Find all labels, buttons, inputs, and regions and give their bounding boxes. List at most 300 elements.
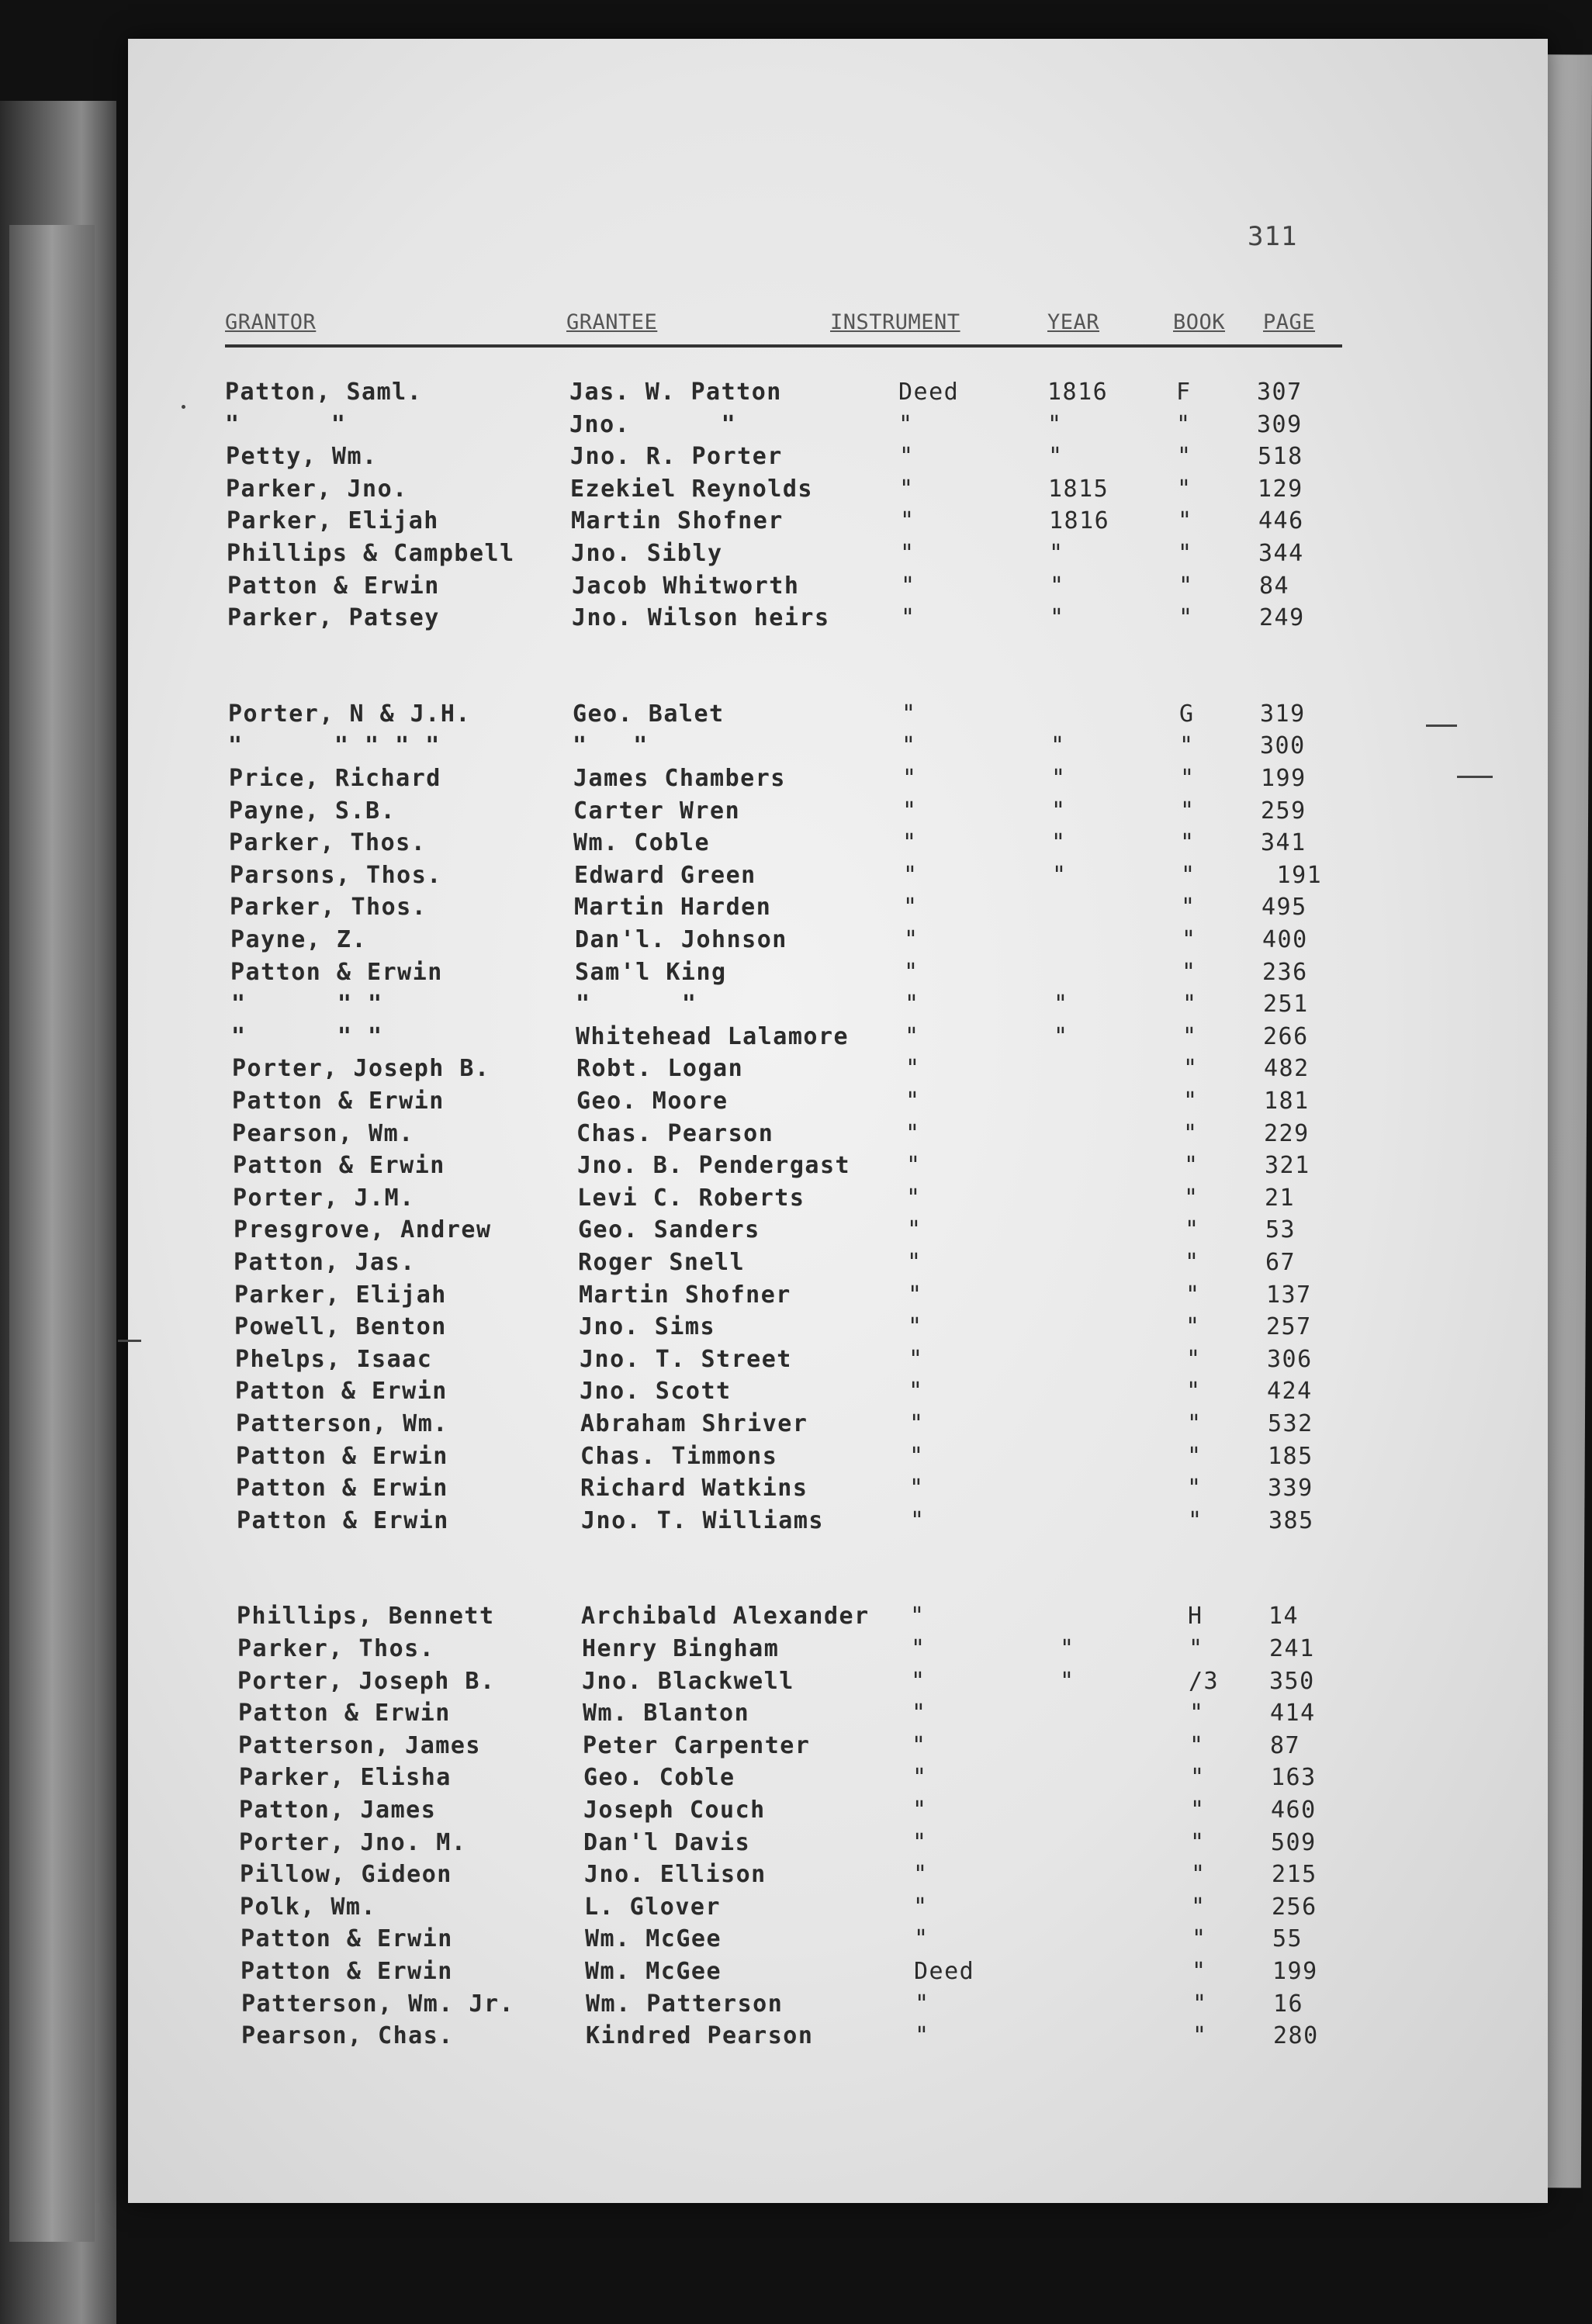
instrument-cell: ": [902, 700, 917, 728]
book-cell: ": [1185, 1281, 1201, 1309]
book-cell: ": [1191, 1893, 1206, 1921]
page-cell: 199: [1261, 765, 1306, 792]
grantee-cell: Chas. Pearson: [576, 1120, 774, 1147]
table-row: [236, 1410, 1576, 1441]
instrument-cell: ": [912, 1732, 927, 1759]
year-cell: ": [1051, 797, 1067, 825]
grantor-cell: Porter, N & J.H.: [228, 700, 471, 728]
instrument-cell: ": [905, 991, 920, 1018]
page-cell: 249: [1259, 604, 1305, 631]
grantor-cell: Parker, Thos.: [229, 829, 427, 856]
grantee-cell: Jno. Scott: [580, 1378, 732, 1405]
book-cell: ": [1189, 1700, 1205, 1727]
header-instrument: INSTRUMENT: [830, 310, 960, 334]
table-row: [241, 1958, 1576, 1989]
page-cell: 16: [1273, 1990, 1304, 2018]
grantee-cell: Carter Wren: [573, 797, 741, 825]
grantor-cell: Presgrove, Andrew: [234, 1216, 492, 1243]
book-cell: ": [1189, 1635, 1204, 1662]
year-cell: ": [1050, 604, 1065, 631]
book-cell: ": [1178, 540, 1193, 567]
page-cell: 241: [1269, 1635, 1315, 1662]
table-row: [227, 572, 1576, 603]
table-row: [228, 732, 1576, 763]
table-row: [235, 1378, 1576, 1409]
grantee-cell: Robt. Logan: [576, 1055, 744, 1082]
grantor-cell: Pearson, Wm.: [232, 1120, 414, 1147]
instrument-cell: ": [914, 1925, 929, 1952]
page-number: 311: [1248, 221, 1298, 252]
header-year: YEAR: [1047, 310, 1100, 334]
page-cell: 185: [1268, 1443, 1313, 1470]
table-row: [232, 1055, 1576, 1086]
instrument-cell: ": [900, 507, 915, 534]
book-cell: ": [1192, 1958, 1207, 1985]
book-cell: ": [1183, 1088, 1199, 1115]
page-cell: 350: [1269, 1668, 1315, 1695]
table-row: [229, 797, 1576, 828]
page-cell: 400: [1262, 926, 1308, 953]
year-cell: ": [1050, 732, 1066, 759]
page-cell: 215: [1272, 1861, 1317, 1888]
grantee-cell: Dan'l. Johnson: [575, 926, 787, 953]
book-cell: ": [1183, 1055, 1199, 1082]
page-cell: 181: [1264, 1088, 1310, 1115]
grantor-cell: Porter, Jno. M.: [239, 1829, 467, 1856]
instrument-cell: ": [904, 926, 919, 953]
instrument-cell: ": [902, 797, 918, 825]
grantor-cell: Patton, Jas.: [234, 1249, 416, 1276]
page-cell: 306: [1267, 1346, 1313, 1373]
grantee-cell: Jno. Sims: [579, 1313, 716, 1340]
instrument-cell: ": [902, 765, 918, 792]
instrument-cell: ": [899, 443, 915, 470]
table-row: [239, 1764, 1576, 1795]
instrument-cell: ": [915, 2022, 930, 2049]
instrument-cell: ": [909, 1443, 925, 1470]
grantee-cell: " ": [573, 732, 649, 759]
grantee-cell: Wm. Patterson: [586, 1990, 784, 2018]
grantor-cell: Patton, Saml.: [225, 379, 423, 406]
table-row: [241, 1990, 1576, 2021]
header-page: PAGE: [1263, 310, 1316, 334]
table-row: [241, 1925, 1576, 1956]
page-cell: 21: [1265, 1184, 1296, 1212]
grantor-cell: Porter, Joseph B.: [237, 1668, 496, 1695]
year-cell: 1816: [1049, 507, 1110, 534]
page-cell: 495: [1261, 894, 1307, 921]
grantor-cell: Patton & Erwin: [235, 1378, 448, 1405]
table-row: [227, 604, 1576, 635]
grantee-cell: Henry Bingham: [582, 1635, 780, 1662]
year-cell: ": [1047, 411, 1063, 438]
page-cell: 385: [1268, 1507, 1314, 1534]
grantee-cell: Martin Shofner: [571, 507, 784, 534]
page-cell: 87: [1270, 1732, 1301, 1759]
instrument-cell: ": [912, 1829, 928, 1856]
grantor-cell: Parker, Elijah: [227, 507, 439, 534]
book-cell: ": [1186, 1378, 1202, 1405]
adjacent-page-edge: [0, 101, 116, 2324]
book-cell: ": [1182, 926, 1197, 953]
grantee-cell: Jno. Blackwell: [582, 1668, 794, 1695]
grantee-cell: Jas. W. Patton: [569, 379, 782, 406]
page-cell: 251: [1263, 991, 1309, 1018]
instrument-cell: ": [907, 1249, 922, 1276]
instrument-cell: ": [910, 1507, 926, 1534]
grantee-cell: Jno. R. Porter: [570, 443, 783, 470]
header-grantor: GRANTOR: [225, 310, 317, 334]
book-cell: ": [1185, 1313, 1201, 1340]
table-row: [230, 926, 1576, 957]
grantor-cell: Phelps, Isaac: [235, 1346, 433, 1373]
table-row: [229, 765, 1576, 796]
grantor-cell: Patton & Erwin: [236, 1443, 448, 1470]
instrument-cell: ": [908, 1281, 923, 1309]
page-cell: 482: [1264, 1055, 1310, 1082]
book-cell: ": [1180, 765, 1196, 792]
page-cell: 424: [1267, 1378, 1313, 1405]
page-cell: 341: [1261, 829, 1306, 856]
grantor-cell: Patton & Erwin: [227, 572, 440, 600]
instrument-cell: ": [909, 1410, 925, 1437]
instrument-cell: ": [915, 1990, 930, 2018]
grantor-cell: Patton & Erwin: [232, 1088, 445, 1115]
book-cell: F: [1176, 379, 1192, 406]
grantee-cell: Jno. B. Pendergast: [577, 1152, 851, 1179]
page-cell: 14: [1268, 1603, 1300, 1630]
table-row: [227, 507, 1576, 538]
book-cell: G: [1179, 700, 1195, 728]
instrument-cell: ": [898, 411, 914, 438]
header-rule: [225, 344, 1342, 348]
page-cell: 518: [1258, 443, 1303, 470]
page-cell: 84: [1259, 572, 1290, 600]
table-row: [225, 411, 1576, 442]
table-row: [230, 862, 1576, 893]
book-cell: ": [1179, 732, 1195, 759]
instrument-cell: ": [909, 1475, 925, 1502]
page-cell: 55: [1272, 1925, 1303, 1952]
grantee-cell: Peter Carpenter: [583, 1732, 811, 1759]
page-cell: 460: [1271, 1797, 1317, 1824]
instrument-cell: ": [903, 862, 919, 889]
book-cell: ": [1180, 797, 1196, 825]
book-cell: ": [1177, 476, 1192, 503]
book-cell: ": [1180, 829, 1196, 856]
grantee-cell: Martin Shofner: [579, 1281, 791, 1309]
page-cell: 446: [1258, 507, 1304, 534]
grantee-cell: Richard Watkins: [580, 1475, 808, 1502]
instrument-cell: ": [905, 1055, 921, 1082]
instrument-cell: ": [908, 1313, 923, 1340]
table-row: [234, 1281, 1576, 1312]
grantor-cell: Powell, Benton: [234, 1313, 447, 1340]
page-cell: 199: [1272, 1958, 1318, 1985]
table-row: [228, 700, 1576, 731]
year-cell: ": [1048, 443, 1064, 470]
grantor-cell: Parker, Thos.: [230, 894, 427, 921]
page-cell: 319: [1260, 700, 1306, 728]
table-row: [239, 1829, 1576, 1860]
grantor-cell: " " ": [231, 1023, 383, 1050]
grantee-cell: Ezekiel Reynolds: [570, 476, 813, 503]
grantee-cell: Edward Green: [574, 862, 756, 889]
instrument-cell: ": [908, 1346, 924, 1373]
instrument-cell: ": [906, 1152, 922, 1179]
book-cell: ": [1189, 1732, 1205, 1759]
table-row: [233, 1152, 1576, 1183]
year-cell: ": [1060, 1668, 1075, 1695]
instrument-cell: ": [900, 540, 915, 567]
book-cell: ": [1181, 894, 1196, 921]
stray-mark: [1426, 725, 1457, 727]
book-cell: ": [1177, 443, 1192, 470]
table-row: [232, 1120, 1576, 1151]
book-cell: ": [1181, 862, 1196, 889]
page-cell: 163: [1271, 1764, 1317, 1791]
stray-mark: [1457, 776, 1493, 778]
page-cell: 137: [1266, 1281, 1312, 1309]
grantor-cell: Patton, James: [239, 1797, 437, 1824]
grantee-cell: Chas. Timmons: [580, 1443, 778, 1470]
page-cell: 191: [1261, 862, 1323, 889]
book-cell: ": [1187, 1443, 1203, 1470]
grantee-cell: L. Glover: [584, 1893, 722, 1921]
instrument-cell: ": [903, 894, 919, 921]
stray-mark: [182, 405, 185, 409]
grantor-cell: Polk, Wm.: [240, 1893, 377, 1921]
page-cell: 259: [1261, 797, 1306, 825]
grantor-cell: Patton & Erwin: [241, 1925, 453, 1952]
table-row: [227, 540, 1576, 571]
instrument-cell: ": [912, 1797, 928, 1824]
grantor-cell: " ": [225, 411, 347, 438]
table-row: [231, 991, 1576, 1022]
book-cell: ": [1190, 1764, 1206, 1791]
grantor-cell: " " ": [231, 991, 383, 1018]
book-cell: ": [1191, 1861, 1206, 1888]
year-cell: ": [1051, 829, 1067, 856]
grantee-cell: James Chambers: [573, 765, 786, 792]
instrument-cell: ": [911, 1668, 926, 1695]
page-cell: 300: [1260, 732, 1306, 759]
year-cell: 1816: [1047, 379, 1109, 406]
grantee-cell: Jno. T. Street: [580, 1346, 792, 1373]
grantee-cell: Jno. T. Williams: [581, 1507, 824, 1534]
book-cell: ": [1190, 1829, 1206, 1856]
year-cell: ": [1049, 540, 1064, 567]
instrument-cell: Deed: [898, 379, 960, 406]
grantor-cell: Patton & Erwin: [233, 1152, 445, 1179]
grantor-cell: Petty, Wm.: [226, 443, 378, 470]
grantee-cell: Jno. Sibly: [571, 540, 723, 567]
year-cell: ": [1054, 991, 1069, 1018]
instrument-cell: ": [913, 1861, 929, 1888]
book-cell: ": [1187, 1410, 1203, 1437]
table-row: [240, 1893, 1576, 1925]
page-cell: 257: [1266, 1313, 1312, 1340]
grantee-cell: Geo. Coble: [583, 1764, 735, 1791]
grantee-cell: Geo. Sanders: [578, 1216, 760, 1243]
page-cell: 53: [1265, 1216, 1296, 1243]
book-cell: ": [1192, 1990, 1208, 2018]
grantee-cell: Wm. McGee: [585, 1925, 722, 1952]
year-cell: ": [1060, 1635, 1075, 1662]
book-cell: ": [1192, 2022, 1208, 2049]
grantee-cell: Wm. Coble: [573, 829, 711, 856]
page-cell: 129: [1258, 476, 1303, 503]
instrument-cell: Deed: [914, 1958, 975, 1985]
table-row: [234, 1313, 1576, 1344]
grantor-cell: Patterson, James: [238, 1732, 481, 1759]
grantee-cell: " ": [576, 991, 697, 1018]
book-cell: ": [1185, 1216, 1200, 1243]
book-cell: ": [1183, 1120, 1199, 1147]
table-row: [226, 443, 1576, 474]
grantor-cell: Patterson, Wm. Jr.: [241, 1990, 515, 2018]
page-cell: 256: [1272, 1893, 1317, 1921]
year-cell: ": [1050, 572, 1065, 600]
page-cell: 344: [1258, 540, 1304, 567]
grantee-cell: Archibald Alexander: [581, 1603, 870, 1630]
instrument-cell: ": [912, 1700, 927, 1727]
year-cell: ": [1052, 862, 1068, 889]
grantor-cell: Pillow, Gideon: [240, 1861, 452, 1888]
book-cell: ": [1178, 604, 1194, 631]
grantor-cell: Payne, Z.: [230, 926, 368, 953]
grantee-cell: Sam'l King: [575, 959, 727, 986]
book-cell: ": [1176, 411, 1192, 438]
page-cell: 321: [1265, 1152, 1310, 1179]
grantee-cell: Jno. ": [569, 411, 737, 438]
instrument-cell: ": [902, 829, 918, 856]
grantor-cell: Patton & Erwin: [241, 1958, 453, 1985]
book-cell: ": [1182, 991, 1198, 1018]
page-cell: 266: [1263, 1023, 1309, 1050]
table-row: [237, 1668, 1576, 1699]
grantee-cell: Wm. McGee: [585, 1958, 722, 1985]
book-cell: ": [1184, 1184, 1199, 1212]
book-cell: /3: [1189, 1668, 1220, 1695]
table-row: [231, 1023, 1576, 1054]
book-cell: ": [1192, 1925, 1207, 1952]
table-row: [241, 2022, 1576, 2053]
book-cell: ": [1190, 1797, 1206, 1824]
instrument-cell: ": [905, 1023, 920, 1050]
page-cell: 307: [1257, 379, 1303, 406]
table-row: [234, 1249, 1576, 1280]
table-row: [238, 1700, 1576, 1731]
table-row: [237, 1635, 1576, 1666]
grantor-cell: Parsons, Thos.: [230, 862, 442, 889]
book-cell: ": [1186, 1346, 1202, 1373]
table-row: [233, 1184, 1576, 1216]
table-row: [239, 1797, 1576, 1828]
table-row: [232, 1088, 1576, 1119]
grantor-cell: Phillips, Bennett: [237, 1603, 495, 1630]
grantee-cell: Martin Harden: [574, 894, 772, 921]
instrument-cell: ": [913, 1893, 929, 1921]
grantor-cell: Porter, Joseph B.: [232, 1055, 490, 1082]
year-cell: 1815: [1048, 476, 1109, 503]
grantor-cell: Patterson, Wm.: [236, 1410, 448, 1437]
book-cell: ": [1187, 1475, 1203, 1502]
grantor-cell: Patton & Erwin: [236, 1475, 448, 1502]
table-row: [226, 476, 1576, 507]
header-book: BOOK: [1173, 310, 1226, 334]
grantee-cell: Whitehead Lalamore: [576, 1023, 850, 1050]
grantor-cell: Phillips & Campbell: [227, 540, 515, 567]
page-cell: 309: [1257, 411, 1303, 438]
grantor-cell: Parker, Elijah: [234, 1281, 447, 1309]
grantee-cell: Jno. Wilson heirs: [572, 604, 830, 631]
stray-mark: [118, 1340, 141, 1342]
instrument-cell: ": [899, 476, 915, 503]
book-cell: ": [1178, 572, 1194, 600]
table-row: [236, 1475, 1576, 1506]
instrument-cell: ": [912, 1764, 928, 1791]
page-cell: 509: [1271, 1829, 1317, 1856]
page-cell: 414: [1270, 1700, 1316, 1727]
table-row: [229, 829, 1576, 860]
table-row: [234, 1216, 1576, 1247]
grantor-cell: Patton & Erwin: [230, 959, 443, 986]
table-row: [238, 1732, 1576, 1763]
grantee-cell: Dan'l Davis: [583, 1829, 751, 1856]
page-cell: 339: [1268, 1475, 1313, 1502]
grantor-cell: Patton & Erwin: [238, 1700, 451, 1727]
book-cell: ": [1184, 1152, 1199, 1179]
grantor-cell: Parker, Patsey: [227, 604, 440, 631]
grantor-cell: Parker, Thos.: [237, 1635, 435, 1662]
instrument-cell: ": [905, 1120, 921, 1147]
instrument-cell: ": [906, 1184, 922, 1212]
grantor-cell: Parker, Jno.: [226, 476, 408, 503]
book-cell: ": [1185, 1249, 1200, 1276]
book-cell: H: [1188, 1603, 1203, 1630]
table-row: [240, 1861, 1576, 1892]
page-cell: 280: [1273, 2022, 1319, 2049]
instrument-cell: ": [907, 1216, 922, 1243]
book-cell: ": [1188, 1507, 1203, 1534]
instrument-cell: ": [902, 732, 917, 759]
table-row: [225, 379, 1576, 410]
table-row: [237, 1603, 1576, 1634]
grantee-cell: Levi C. Roberts: [577, 1184, 805, 1212]
page-cell: 67: [1265, 1249, 1296, 1276]
table-row: [237, 1507, 1576, 1538]
grantor-cell: Pearson, Chas.: [241, 2022, 454, 2049]
adjacent-page-text-area: [9, 225, 95, 2242]
table-row: [230, 959, 1576, 990]
instrument-cell: ": [905, 1088, 921, 1115]
page-cell: 532: [1268, 1410, 1313, 1437]
table-row: [230, 894, 1576, 925]
grantee-cell: Geo. Moore: [576, 1088, 729, 1115]
grantee-cell: Kindred Pearson: [586, 2022, 814, 2049]
book-cell: ": [1178, 507, 1193, 534]
grantee-cell: Wm. Blanton: [583, 1700, 750, 1727]
grantee-cell: Jacob Whitworth: [572, 572, 800, 600]
instrument-cell: ": [911, 1635, 926, 1662]
instrument-cell: ": [910, 1603, 926, 1630]
grantee-cell: Jno. Ellison: [584, 1861, 767, 1888]
instrument-cell: ": [904, 959, 919, 986]
grantee-cell: Roger Snell: [578, 1249, 746, 1276]
grantee-cell: Abraham Shriver: [580, 1410, 808, 1437]
grantor-cell: Parker, Elisha: [239, 1764, 452, 1791]
